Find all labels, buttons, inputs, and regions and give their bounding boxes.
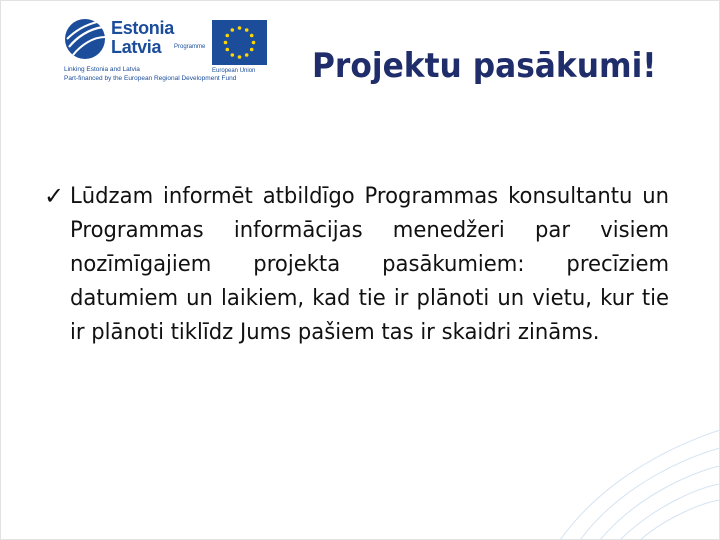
brand-latvia: Latvia [111,37,162,57]
logo-funding-note: Part-financed by the European Regional Development Fund [64,75,237,82]
eu-label: European Union [212,68,256,74]
programme-logo [60,14,275,92]
bullet-text: Lūdzam informēt atbildīgo Programmas konsultantu un Programmas informācijas menedžeri par visiem nozīmīgajiem projekta pasākumiem: precīziem datumiem un laikiem, kad tie ir plānoti un vietu, kur tie ir plānoti tiklīdz Jums pašiem tas ir skaidri zināms. [70,184,670,345]
brand-estonia: Estonia [111,18,174,38]
bullet-list [44,180,670,350]
list-item [44,180,670,350]
globe-icon [63,17,107,61]
page-title: Projektu pasākumi! [312,46,657,86]
brand-programme: Programme [174,44,206,50]
logo-tagline: Linking Estonia and Latvia [64,66,140,73]
checkmark-icon: ✓ [44,183,65,210]
eu-flag-icon [212,20,267,65]
